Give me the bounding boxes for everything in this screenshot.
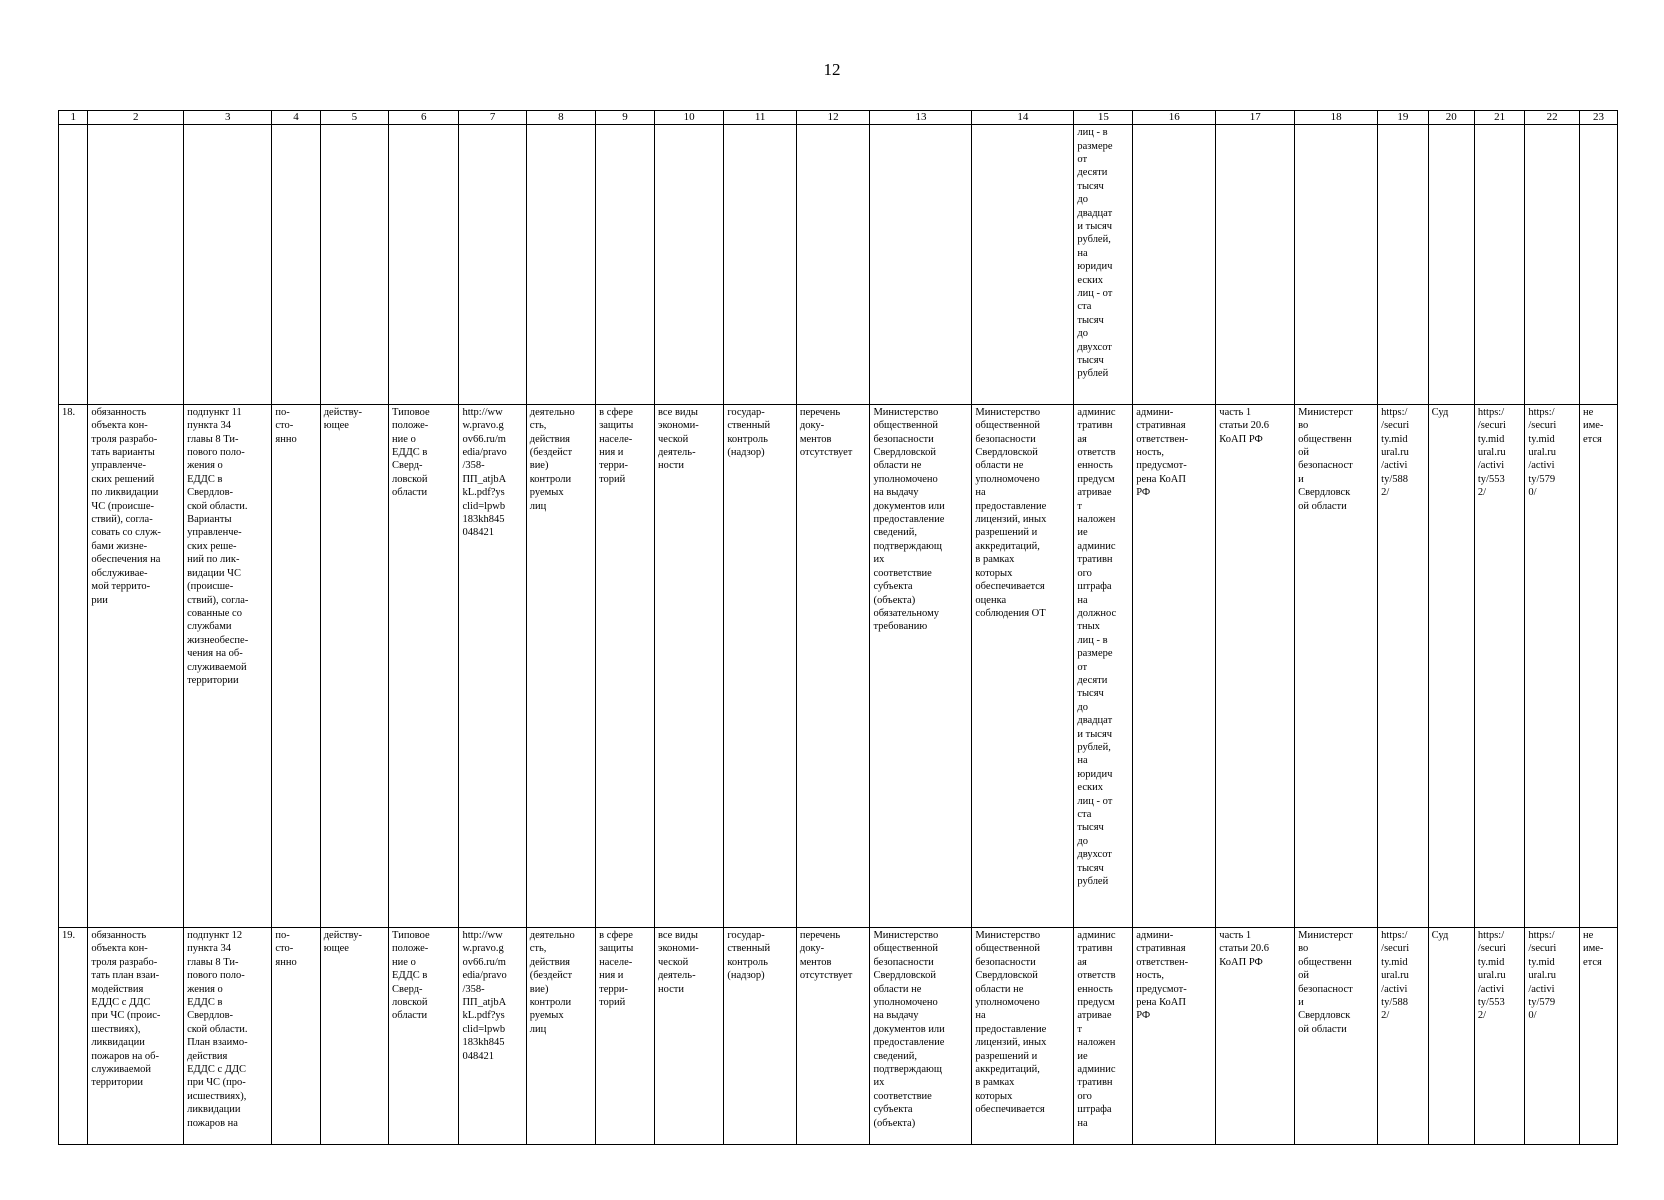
column-header: 18: [1295, 111, 1378, 125]
table-cell: [654, 125, 723, 405]
table-cell: [526, 125, 595, 405]
table-cell: действу- ющее: [320, 927, 388, 1144]
table-cell: [272, 125, 320, 405]
table-header-row: [59, 111, 1618, 125]
table-cell: деятельно сть, действия (бездейст вие) контроли руемых лиц: [526, 927, 595, 1144]
table-cell: [1579, 125, 1617, 405]
table-cell: все виды экономи- ческой деятель- ности: [654, 404, 723, 927]
table-cell: [972, 125, 1074, 405]
column-header: 12: [796, 111, 870, 125]
table-cell: [184, 125, 272, 405]
table-cell: Министерст во общественн ой безопасност и Свердловск ой области: [1295, 404, 1378, 927]
table-row: [59, 927, 1618, 1144]
column-header: 9: [596, 111, 655, 125]
table-cell: обязанность объекта кон- троля разрабо- тать план взаи- модействия ЕДДС с ДДС при ЧС (проис- шествиях), ликвидации пожаров на об- служиваемой территории: [88, 927, 184, 1144]
column-header: 14: [972, 111, 1074, 125]
table-row: [59, 404, 1618, 927]
column-header: 6: [389, 111, 459, 125]
table-cell: [796, 125, 870, 405]
table-cell: Суд: [1428, 404, 1474, 927]
column-header: 7: [459, 111, 526, 125]
column-header: 10: [654, 111, 723, 125]
table-cell: деятельно сть, действия (бездейст вие) контроли руемых лиц: [526, 404, 595, 927]
column-header: 13: [870, 111, 972, 125]
table-cell: [59, 125, 88, 405]
table-cell: не име- ется: [1579, 404, 1617, 927]
table-cell: [1295, 125, 1378, 405]
column-header: 15: [1074, 111, 1133, 125]
table-cell: Министерство общественной безопасности Свердловской области не уполномочено на выдачу документов или предоставление сведений, подтверждающ их соответствие субъекта (объекта): [870, 927, 972, 1144]
table-cell: [459, 125, 526, 405]
table-row: [59, 125, 1618, 405]
table-cell: https:/ /securi ty.mid ural.ru /activi ty/553 2/: [1474, 404, 1524, 927]
table-cell: часть 1 статьи 20.6 КоАП РФ: [1216, 927, 1295, 1144]
table-cell: https:/ /securi ty.mid ural.ru /activi ty/579 0/: [1525, 404, 1580, 927]
table-cell: [1133, 125, 1216, 405]
table-cell: подпункт 12 пункта 34 главы 8 Ти- пового поло- жения о ЕДДС в Свердлов- ской области. План взаимо- действия ЕДДС с ДДС при ЧС (про- исшествиях), ликвидации пожаров на: [184, 927, 272, 1144]
table-cell: 19.: [59, 927, 88, 1144]
table-cell: админи- стративная ответствен- ность, предусмот- рена КоАП РФ: [1133, 927, 1216, 1144]
table-cell: в сфере защиты населе- ния и терри- торий: [596, 927, 655, 1144]
table-cell: по- сто- янно: [272, 927, 320, 1144]
column-header: 17: [1216, 111, 1295, 125]
table-cell: [389, 125, 459, 405]
table-cell: http://ww w.pravo.g ov66.ru/m edia/pravo /358- ПП_atjbA kL.pdf?ys clid=lpwb 183kh845 048421: [459, 404, 526, 927]
table-cell: по- сто- янно: [272, 404, 320, 927]
table-cell: Министерст во общественн ой безопасност и Свердловск ой области: [1295, 927, 1378, 1144]
column-header: 22: [1525, 111, 1580, 125]
table-cell: часть 1 статьи 20.6 КоАП РФ: [1216, 404, 1295, 927]
column-header: 1: [59, 111, 88, 125]
table-cell: Типовое положе- ние о ЕДДС в Сверд- ловской области: [389, 404, 459, 927]
column-header: 2: [88, 111, 184, 125]
column-header: 5: [320, 111, 388, 125]
table-cell: действу- ющее: [320, 404, 388, 927]
table-cell: [870, 125, 972, 405]
requirements-table: [58, 110, 1618, 1145]
table-cell: в сфере защиты населе- ния и терри- торий: [596, 404, 655, 927]
table-cell: http://ww w.pravo.g ov66.ru/m edia/pravo /358- ПП_atjbA kL.pdf?ys clid=lpwb 183kh845 048421: [459, 927, 526, 1144]
column-header: 16: [1133, 111, 1216, 125]
table-cell: https:/ /securi ty.mid ural.ru /activi ty/553 2/: [1474, 927, 1524, 1144]
table-cell: [596, 125, 655, 405]
table-cell: 18.: [59, 404, 88, 927]
table-cell: [1216, 125, 1295, 405]
table-cell: Суд: [1428, 927, 1474, 1144]
table-cell: все виды экономи- ческой деятель- ности: [654, 927, 723, 1144]
table-cell: перечень доку- ментов отсутствует: [796, 927, 870, 1144]
table-cell: админис тративн ая ответств енность предусм атривае т наложен ие админис тративн ого штрафа на: [1074, 927, 1133, 1144]
table-cell: перечень доку- ментов отсутствует: [796, 404, 870, 927]
table-cell: Министерство общественной безопасности Свердловской области не уполномочено на предоставление лицензий, иных разрешений и аккредитаций, в рамках которых обеспечивается: [972, 927, 1074, 1144]
table-cell: подпункт 11 пункта 34 главы 8 Ти- пового поло- жения о ЕДДС в Свердлов- ской области. Варианты управленче- ских реше- ний по лик- видации ЧС (происше- ствий), согла- сованные со службами жизнеобеспе- чения на об- служиваемой территории: [184, 404, 272, 927]
table-cell: [1474, 125, 1524, 405]
column-header: 21: [1474, 111, 1524, 125]
table-cell: [724, 125, 797, 405]
column-header: 3: [184, 111, 272, 125]
page-number: 12: [823, 60, 841, 79]
table-cell: https:/ /securi ty.mid ural.ru /activi ty/588 2/: [1378, 927, 1428, 1144]
table-cell: государ- ственный контроль (надзор): [724, 927, 797, 1144]
table-cell: [1378, 125, 1428, 405]
table-cell: Министерство общественной безопасности Свердловской области не уполномочено на предоставление лицензий, иных разрешений и аккредитаций, в рамках которых обеспечивается оценка соблюдения ОТ: [972, 404, 1074, 927]
column-header: 19: [1378, 111, 1428, 125]
table-cell: Типовое положе- ние о ЕДДС в Сверд- ловской области: [389, 927, 459, 1144]
table-cell: Министерство общественной безопасности Свердловской области не уполномочено на выдачу документов или предоставление сведений, подтверждающ их соответствие субъекта (объекта) обязательному требованию: [870, 404, 972, 927]
column-header: 11: [724, 111, 797, 125]
column-header: 8: [526, 111, 595, 125]
table-cell: https:/ /securi ty.mid ural.ru /activi ty/579 0/: [1525, 927, 1580, 1144]
table-cell: не име- ется: [1579, 927, 1617, 1144]
table-cell: государ- ственный контроль (надзор): [724, 404, 797, 927]
table-cell: [88, 125, 184, 405]
column-header: 4: [272, 111, 320, 125]
column-header: 23: [1579, 111, 1617, 125]
table-cell: обязанность объекта кон- троля разрабо- тать варианты управленче- ских решений по ликвидации ЧС (происше- ствий), согла- совать со служ- бами жизне- обеспечения на обслуживае- мой террито- рии: [88, 404, 184, 927]
table-cell: админис тративн ая ответств енность предусм атривае т наложен ие админис тративн ого штрафа на должнос тных лиц - в размере от десяти тысяч до двадцат и тысяч рублей, на юридич еских лиц - от ста тысяч до двухсот тысяч рублей: [1074, 404, 1133, 927]
table-cell: [1428, 125, 1474, 405]
table-cell: [320, 125, 388, 405]
table-cell: https:/ /securi ty.mid ural.ru /activi ty/588 2/: [1378, 404, 1428, 927]
table-cell: [1525, 125, 1580, 405]
table-cell: лиц - в размере от десяти тысяч до двадцат и тысяч рублей, на юридич еских лиц - от ста тысяч до двухсот тысяч рублей: [1074, 125, 1133, 405]
column-header: 20: [1428, 111, 1474, 125]
table-cell: админи- стративная ответствен- ность, предусмот- рена КоАП РФ: [1133, 404, 1216, 927]
